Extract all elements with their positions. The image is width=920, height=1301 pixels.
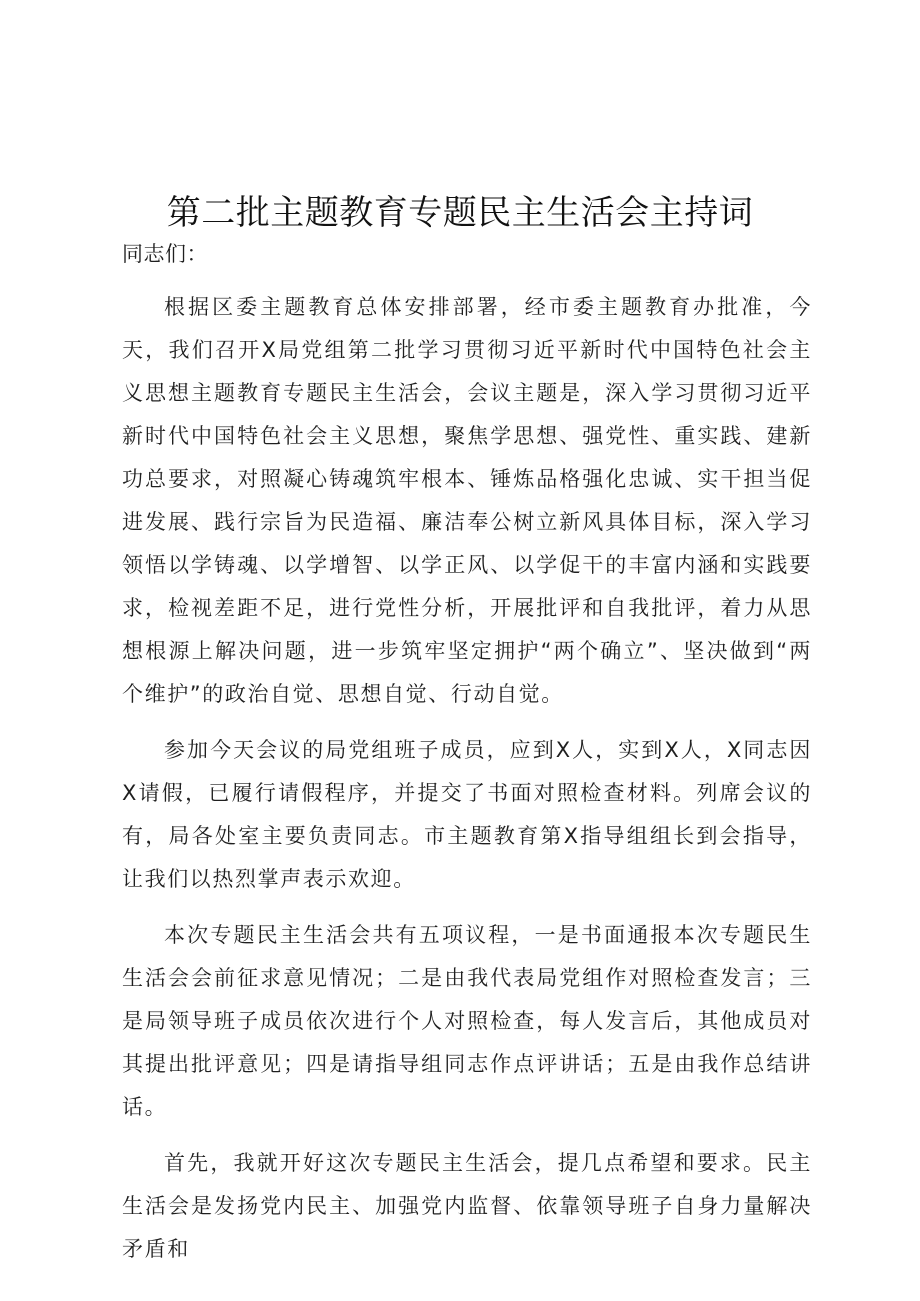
paragraph-intro: 根据区委主题教育总体安排部署，经市委主题教育办批准，今天，我们召开X局党组第二批学习贯彻习近平新时代中国特色社会主义思想主题教育专题民主生活会，会议主题是，深入学习贯彻习近平新时代中国特色社会主义思想，聚焦学思想、强党性、重实践、建新功总要求，对照凝心铸魂筑牢根本、锤炼品格强化忠诚、实干担当促进发展、践行宗旨为民造福、廉洁奉公树立新风具体目标，深入学习领悟以学铸魂、以学增智、以学正风、以学促干的丰富内涵和实践要求，检视差距不足，进行党性分析，开展批评和自我批评，着力从思想根源上解决问题，进一步筑牢坚定拥护“两个确立”、坚决做到“两个维护”的政治自觉、思想自觉、行动自觉。 (122, 295, 812, 706)
paragraph-agenda: 本次专题民主生活会共有五项议程，一是书面通报本次专题民生生活会会前征求意见情况；二是由我代表局党组作对照检查发言；三是局领导班子成员依次进行个人对照检查，每人发言后，其他成员对其提出批评意见；四是请指导组同志作点评讲话；五是由我作总结讲话。 (122, 923, 812, 1119)
salutation: 同志们： (122, 242, 208, 266)
document-title: 第二批主题教育专题民主生活会主持词 (166, 192, 754, 233)
paragraph-attendance: 参加今天会议的局党组班子成员，应到X人，实到X人，X同志因X请假，已履行请假程序，并提交了书面对照检查材料。列席会议的有，局各处室主要负责同志。市主题教育第X指导组组长到会指导，让我们以热烈掌声表示欢迎。 (122, 738, 812, 891)
paragraph-requirements: 首先，我就开好这次专题民主生活会，提几点希望和要求。民主生活会是发扬党内民主、加强党内监督、依靠领导班子自身力量解决矛盾和 (122, 1151, 812, 1261)
document-body (122, 233, 812, 1284)
